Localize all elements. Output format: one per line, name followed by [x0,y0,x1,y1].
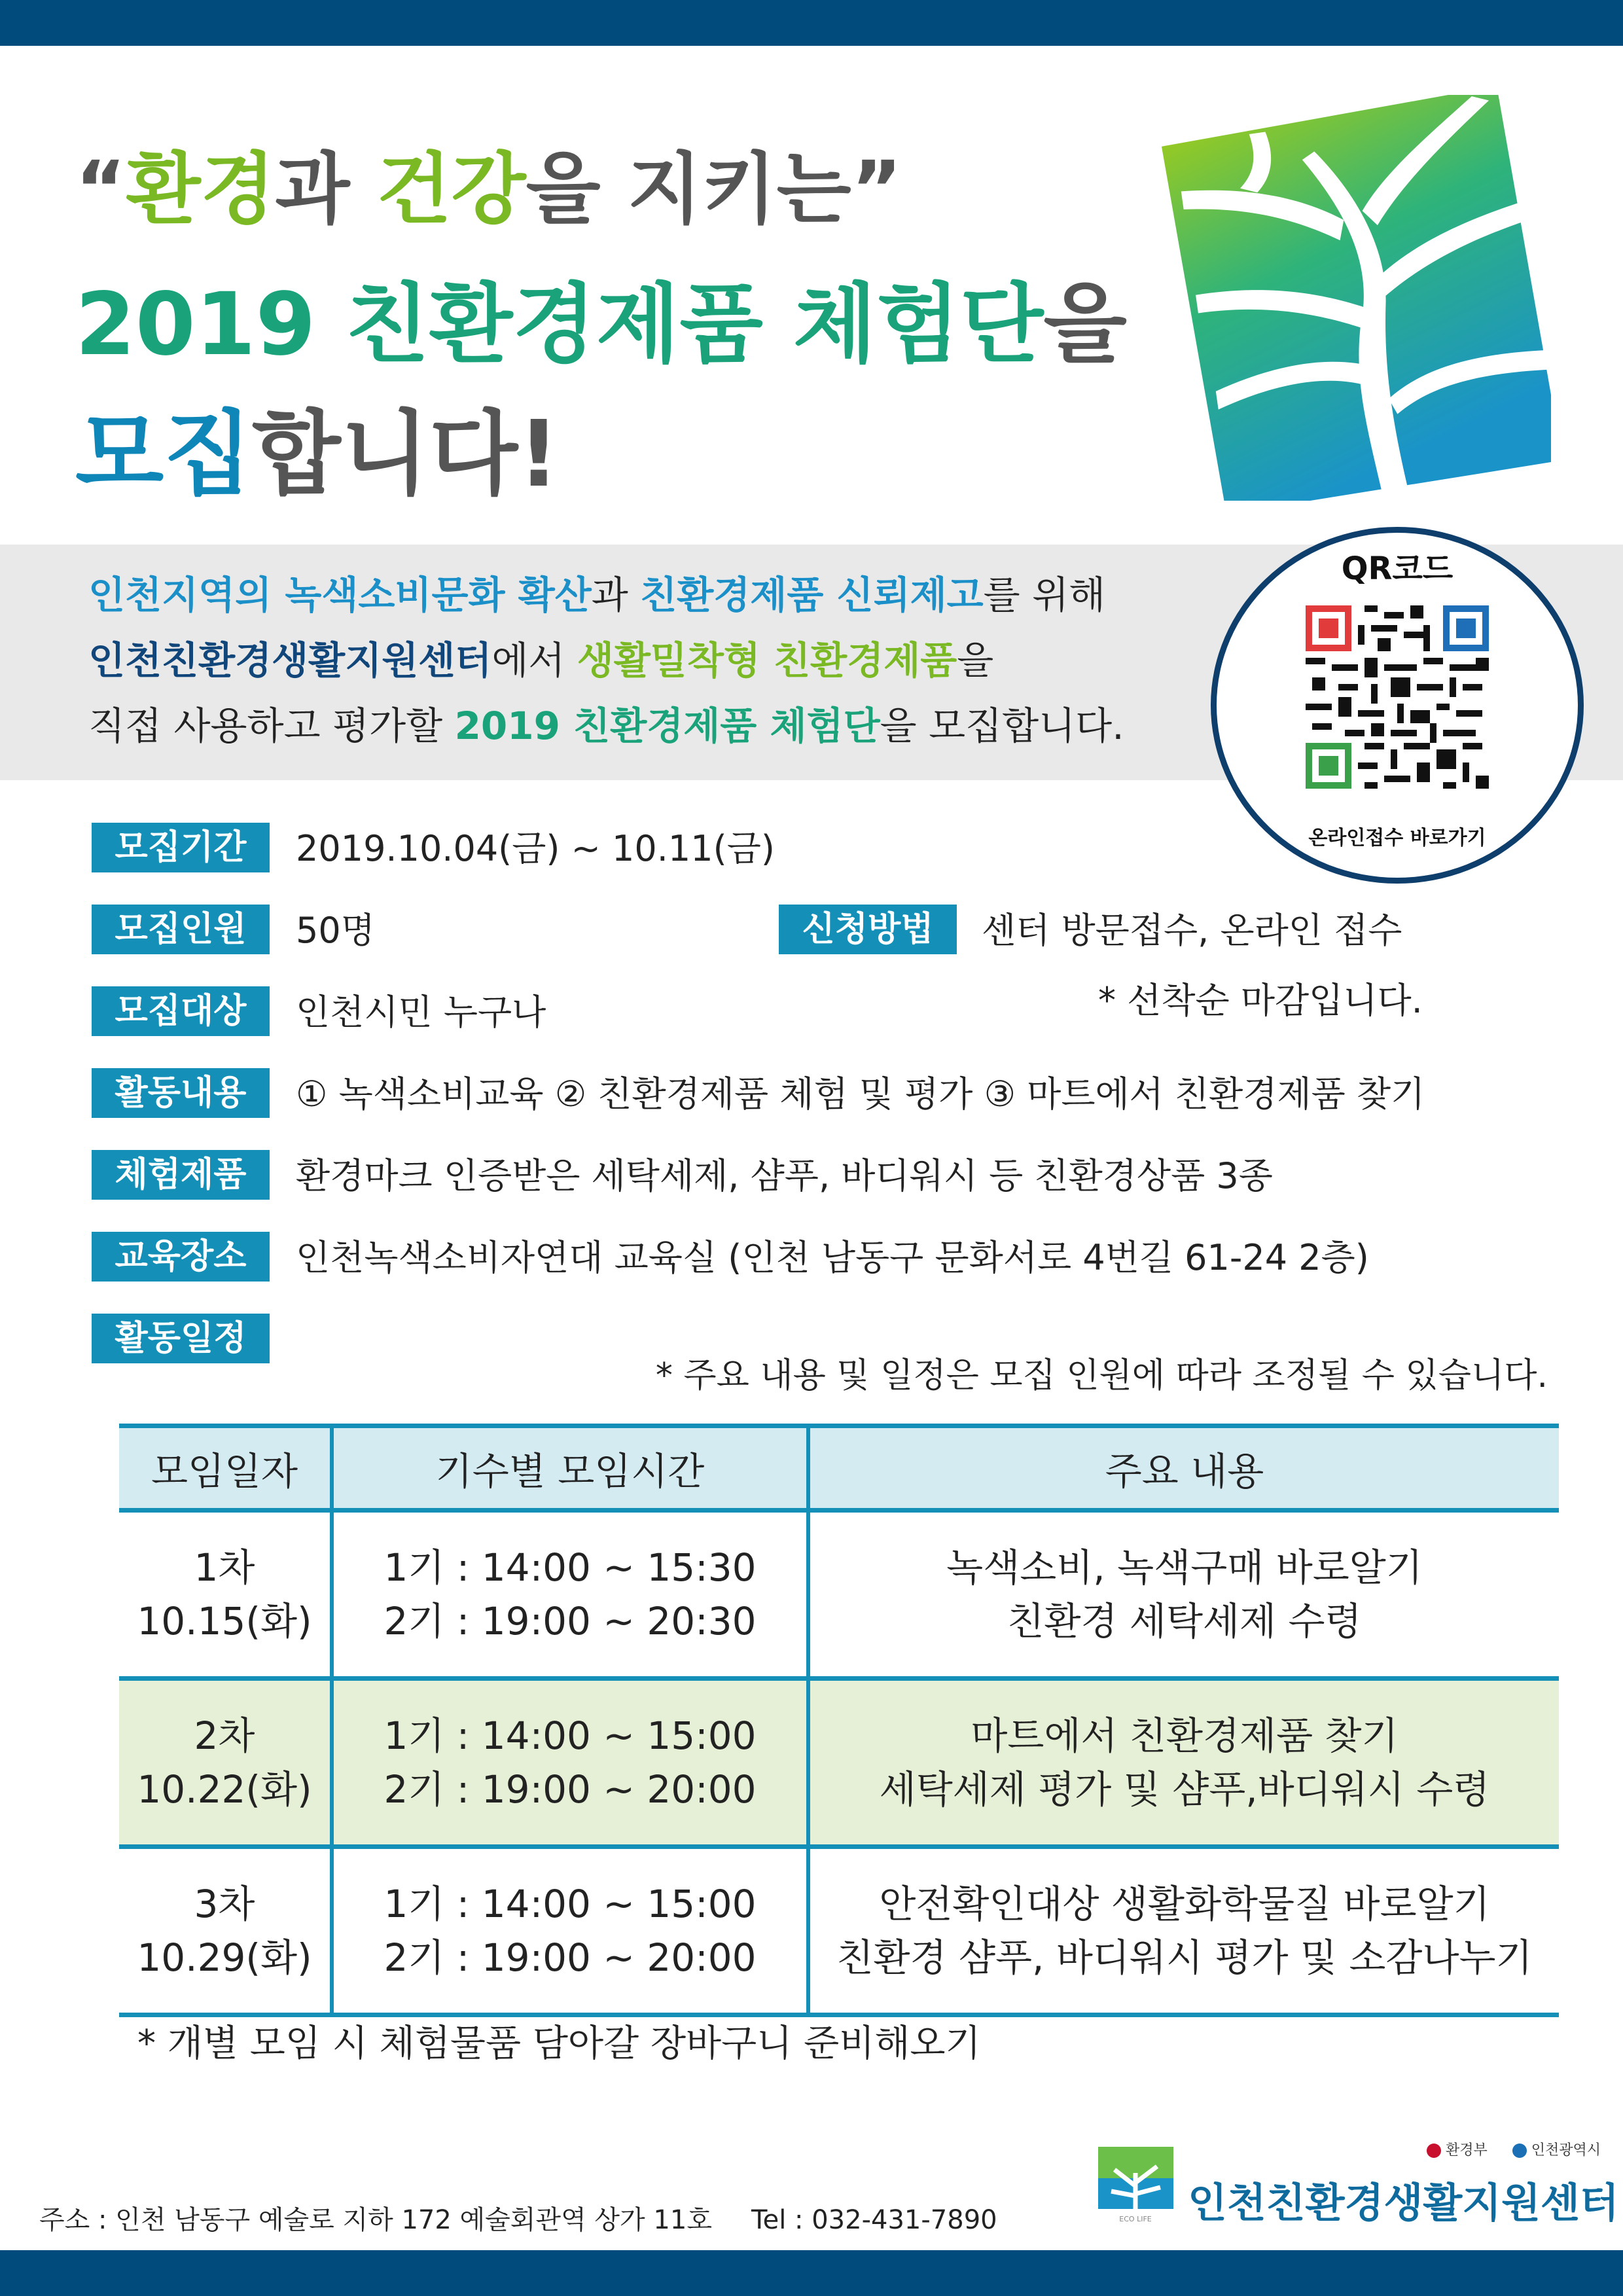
value-method: 센터 방문접수, 온라인 접수 [982,910,1402,951]
intro-seg: 인천친환경생활지원센터 [88,638,492,683]
bottom-bar [0,2250,1623,2296]
intro-seg: 직접 사용하고 평가할 [88,704,455,748]
cell-content [808,1847,1559,2015]
table-row [119,1511,1559,1679]
quote-open: “ [75,144,126,234]
headline-recruit: 모집 [75,401,253,508]
intro-seg: 과 [591,573,641,617]
th-content: 주요 내용 [808,1426,1559,1511]
round: 3차 [194,1882,255,1926]
time-1: 1기 : 14:00 ~ 15:30 [383,1545,757,1590]
cell-date [119,1847,332,2015]
value-period: 2019.10.04(금) ~ 10.11(금) [296,828,775,869]
value-products: 환경마크 인증받은 세탁세제, 샴푸, 바디워시 등 친환경상품 3종 [296,1155,1273,1196]
schedule-table [119,1424,1559,2017]
time-1: 1기 : 14:00 ~ 15:00 [383,1882,757,1926]
partner-incheon: 인천광역시 [1531,2142,1601,2159]
headline-particle-2: 을 [1043,274,1127,375]
intro-seg: 생활밀착형 친환경제품 [577,638,957,683]
value-place: 인천녹색소비자연대 교육실 (인천 남동구 문화서로 4번길 61-24 2층) [296,1237,1369,1278]
label-headcount: 모집인원 [92,905,270,954]
intro-seg: 을 모집합니다. [880,704,1124,748]
date: 10.15(화) [137,1599,312,1643]
cell-time [332,1679,808,1847]
th-date: 모임일자 [119,1426,332,1511]
cell-content [808,1511,1559,1679]
headline-line-1 [75,144,902,234]
footer-org-name: 인천친환경생활지원센터 [1188,2179,1619,2227]
footer-tel: Tel : 032-431-7890 [751,2205,997,2235]
time-2: 2기 : 19:00 ~ 20:30 [383,1599,757,1643]
cell-content [808,1679,1559,1847]
cell-time [332,1847,808,2015]
date: 10.29(화) [137,1935,312,1980]
round: 1차 [194,1545,255,1590]
time-1: 1기 : 14:00 ~ 15:00 [383,1713,757,1758]
headline-line-3 [75,401,560,508]
intro-seg: 2019 친환경제품 체험단 [454,704,880,748]
label-products: 체험제품 [92,1150,270,1200]
incheon-emblem-icon [1512,2144,1527,2158]
table-header-row [119,1426,1559,1511]
content-1: 마트에서 친환경제품 찾기 [971,1713,1399,1758]
intro-seg: 를 위해 [983,573,1106,617]
value-target: 인천시민 누구나 [296,992,546,1033]
intro-line-1 [88,573,1106,617]
partner-logos [1427,2139,1601,2159]
content-1: 안전확인대상 생활화학물질 바로알기 [879,1882,1490,1926]
content-2: 세탁세제 평가 및 샴푸,바디워시 수령 [879,1767,1490,1812]
intro-seg: 을 [957,638,994,683]
footer-contact [39,2199,997,2236]
value-activity: ① 녹색소비교육 ② 친환경제품 체험 및 평가 ③ 마트에서 친환경제품 찾기 [296,1073,1425,1115]
qr-title: QR코드 [1341,550,1454,587]
headline-program: 2019 친환경제품 체험단 [75,274,1044,375]
headline-tail: 을 지키는” [526,144,902,234]
intro-seg: 친환경제품 신뢰제고 [640,573,984,617]
intro-seg: 에서 [491,638,577,683]
headline-particle: 과 [275,144,377,234]
moe-emblem-icon [1427,2144,1441,2158]
cell-date [119,1511,332,1679]
content-2: 친환경 세탁세제 수령 [1007,1599,1362,1643]
headline-word-environment: 환경 [126,144,276,234]
time-2: 2기 : 19:00 ~ 20:00 [383,1767,757,1812]
headline-tail-3: 합니다! [252,401,560,508]
content-1: 녹색소비, 녹색구매 바로알기 [946,1545,1423,1590]
time-2: 2기 : 19:00 ~ 20:00 [383,1935,757,1980]
label-place: 교육장소 [92,1232,270,1282]
headline-word-health: 건강 [376,144,526,234]
headline-line-2 [75,274,1127,375]
th-time: 기수별 모임시간 [332,1426,808,1511]
intro-seg: 인천지역의 녹색소비문화 확산 [88,573,592,617]
logo-caption: ECO LIFE [1119,2215,1152,2223]
table-row [119,1679,1559,1847]
label-activity: 활동내용 [92,1068,270,1118]
qr-caption: 온라인접수 바로가기 [1308,827,1486,850]
cell-date [119,1679,332,1847]
top-bar [0,0,1623,46]
label-schedule: 활동일정 [92,1314,270,1363]
bag-note: * 개별 모임 시 체험물품 담아갈 장바구니 준비해오기 [137,2022,981,2065]
qr-code-icon[interactable] [1306,605,1489,789]
label-method: 신청방법 [779,905,957,954]
label-period: 모집기간 [92,823,270,872]
value-headcount: 50명 [296,910,375,951]
tree-logo-icon [1158,95,1551,501]
partner-moe: 환경부 [1446,2142,1488,2159]
date: 10.22(화) [137,1767,312,1812]
table-row [119,1847,1559,2015]
content-2: 친환경 샴푸, 바디워시 평가 및 소감나누기 [836,1935,1533,1980]
note-first-come: * 선착순 마감입니다. [1098,980,1423,1021]
intro-line-2 [88,638,994,683]
intro-line-3 [88,704,1124,748]
schedule-note: * 주요 내용 및 일정은 모집 인원에 따라 조정될 수 있습니다. [655,1356,1548,1395]
round: 2차 [194,1713,255,1758]
footer-address: 주소 : 인천 남동구 예술로 지하 172 예술회관역 상가 11호 [39,2205,712,2235]
center-logo-icon [1098,2147,1173,2225]
cell-time [332,1511,808,1679]
label-target: 모집대상 [92,986,270,1036]
